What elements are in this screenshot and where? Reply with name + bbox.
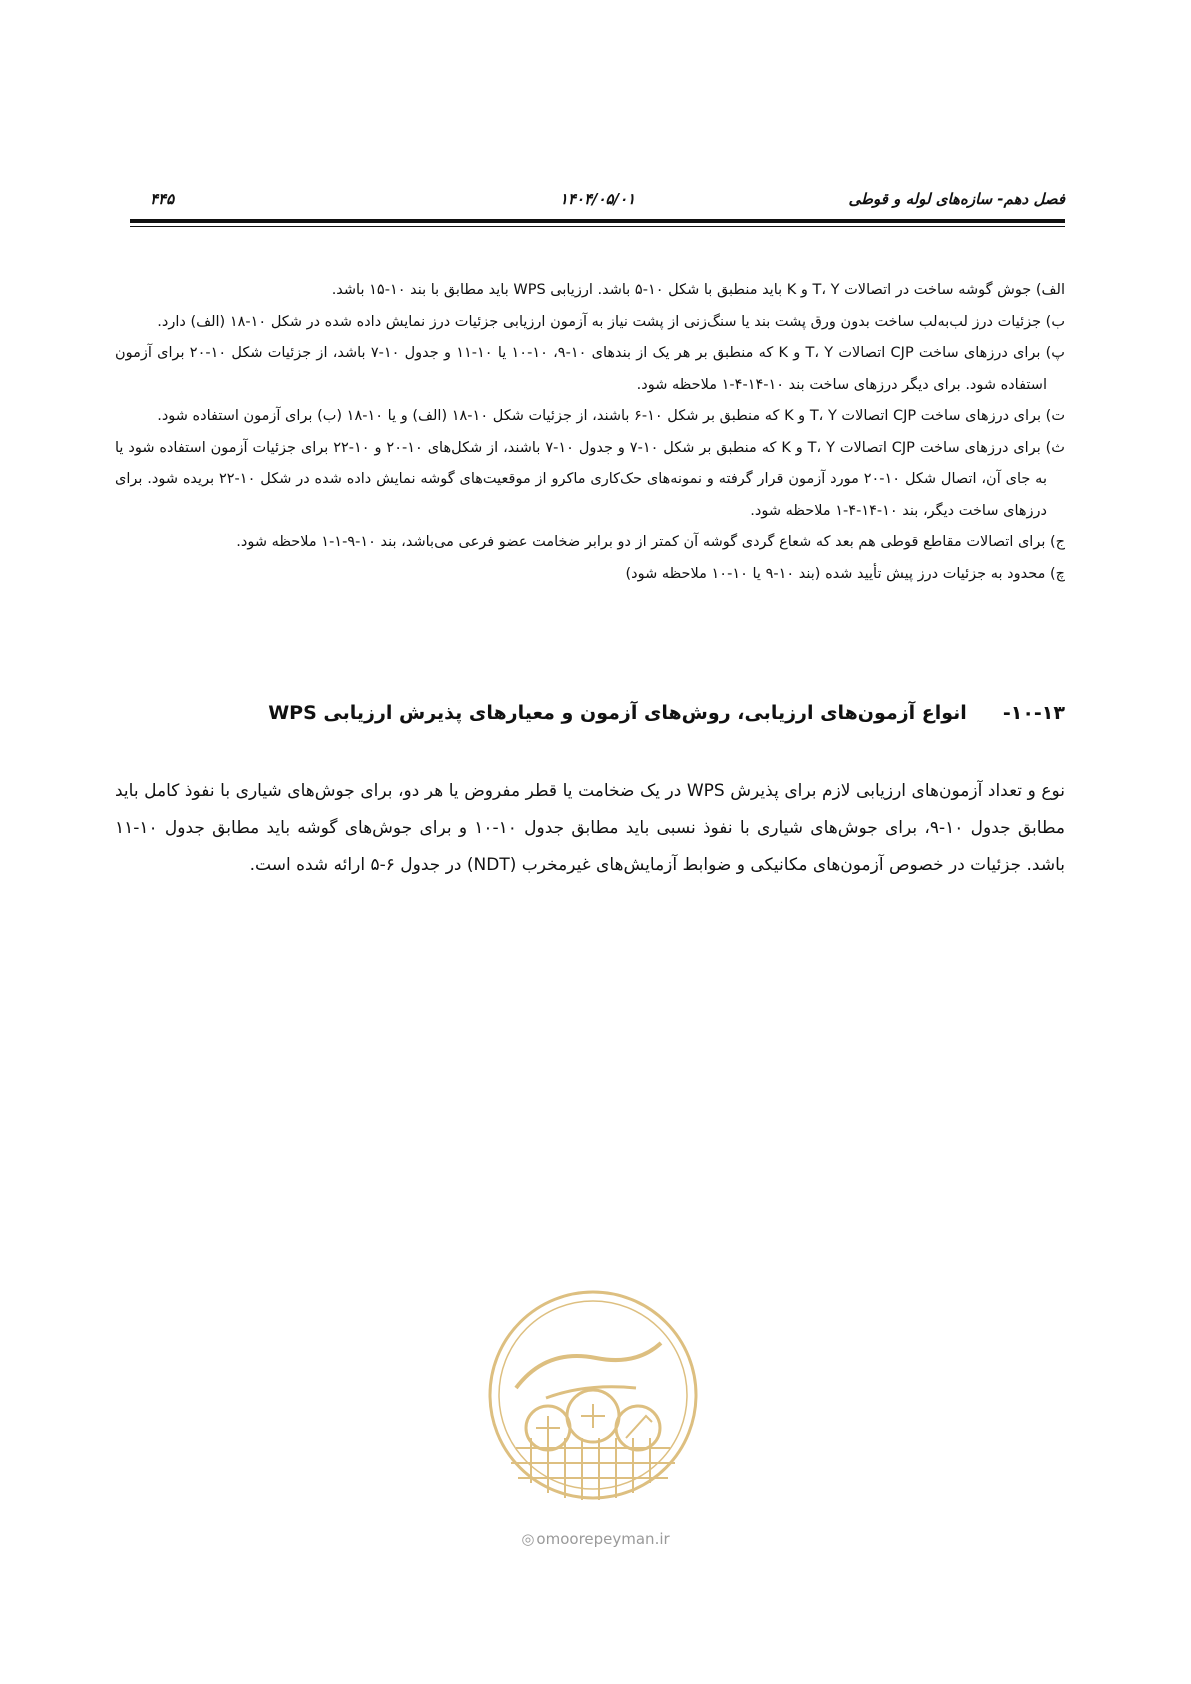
note-item-te: ت) برای درزهای ساخت CJP اتصالات T، Y و K که منطبق بر شکل ۱۰-۶ باشند، از جزئیات شکل ۱۰-۱۸ (الف) و یا ۱۰-۱۸ (ب) برای آزمون استفاده شود. xyxy=(157,408,1065,424)
page-header xyxy=(130,178,1065,208)
note-item-jim: ج) برای اتصالات مقاطع قوطی هم بعد که شعاع گردی گوشه آن کمتر از دو برابر ضخامت عضو فرعی می‌باشد، بند ۱۰-۹-۱-۱ ملاحظه شود. xyxy=(236,534,1065,550)
header-rule-thin xyxy=(130,226,1065,227)
header-date: ۱۴۰۴/۰۵/۰۱ xyxy=(559,190,636,208)
body-paragraph xyxy=(115,773,1065,884)
body-text: نوع و تعداد آزمون‌های ارزیابی لازم برای پذیرش WPS در یک ضخامت یا قطر مفروض یا هر دو، برای جوش‌های شیاری با نفوذ کامل باید مطابق جدول ۱۰-۹، برای جوش‌های شیاری با نفوذ نسبی باید مطابق جدول ۱۰-۱۰ و برای جوش‌های گوشه باید مطابق جدول ۱۰-۱۱ باشد. جزئیات در خصوص آزمون‌های مکانیکی و ضوابط آزمایش‌های غیرمخرب (NDT) در جدول ۶-۵ ارائه شده است. xyxy=(115,781,1065,875)
page-number: ۴۴۵ xyxy=(150,190,175,208)
globe-icon: ◎ xyxy=(521,1530,535,1548)
footer-url-text[interactable]: omoorepeyman.ir xyxy=(536,1530,670,1548)
note-item-be: ب) جزئیات درز لب‌به‌لب ساخت بدون ورق پشت بند یا سنگ‌زنی از پشت نیاز به آزمون ارزیابی جزئیات درز نمایش داده شده در شکل ۱۰-۱۸ (الف) دارد. xyxy=(157,313,1065,330)
section-number: ۱۰-۱۳- xyxy=(1002,702,1065,724)
note-item-pe: پ) برای درزهای ساخت CJP اتصالات T، Y و K که منطبق بر هر یک از بندهای ۱۰-۹، ۱۰-۱۰ یا ۱۰-۱۱ و جدول ۱۰-۷ باشد، از جزئیات شکل ۱۰-۲۰ برای آزمون استفاده شود. برای دیگر درزهای ساخت بند ۱۰-۱۴-۴-۱ ملاحظه شود. xyxy=(115,345,1065,393)
footer-url[interactable] xyxy=(0,1530,1191,1548)
section-heading xyxy=(200,702,1065,724)
header-rule-thick xyxy=(130,219,1065,223)
chapter-title: فصل دهم- سازه‌های لوله و قوطی xyxy=(848,190,1065,208)
notes-list xyxy=(115,275,1065,590)
note-item-che: چ) محدود به جزئیات درز پیش تأیید شده (بند ۱۰-۹ یا ۱۰-۱۰ ملاحظه شود) xyxy=(625,565,1065,582)
note-item-alef: الف) جوش گوشه ساخت در اتصالات T، Y و K باید منطبق با شکل ۱۰-۵ باشد. ارزیابی WPS باید مطابق با بند ۱۰-۱۵ باشد. xyxy=(331,282,1065,298)
note-item-se: ث) برای درزهای ساخت CJP اتصالات T، Y و K که منطبق بر شکل ۱۰-۷ و جدول ۱۰-۷ باشند، از شکل‌های ۱۰-۲۰ و ۱۰-۲۲ برای جزئیات آزمون استفاده شود یا به جای آن، اتصال شکل ۱۰-۲۰ مورد آزمون قرار گرفته و نمونه‌های حک‌کاری ماکرو از موقعیت‌های گوشه نمایش داده شده در شکل ۱۰-۲۲ بریده شود. برای درزهای ساخت دیگر، بند ۱۰-۱۴-۴-۱ ملاحظه شود. xyxy=(115,439,1065,519)
publisher-logo-watermark xyxy=(486,1288,700,1502)
section-title-text: انواع آزمون‌های ارزیابی، روش‌های آزمون و معیارهای پذیرش ارزیابی WPS xyxy=(268,702,967,724)
